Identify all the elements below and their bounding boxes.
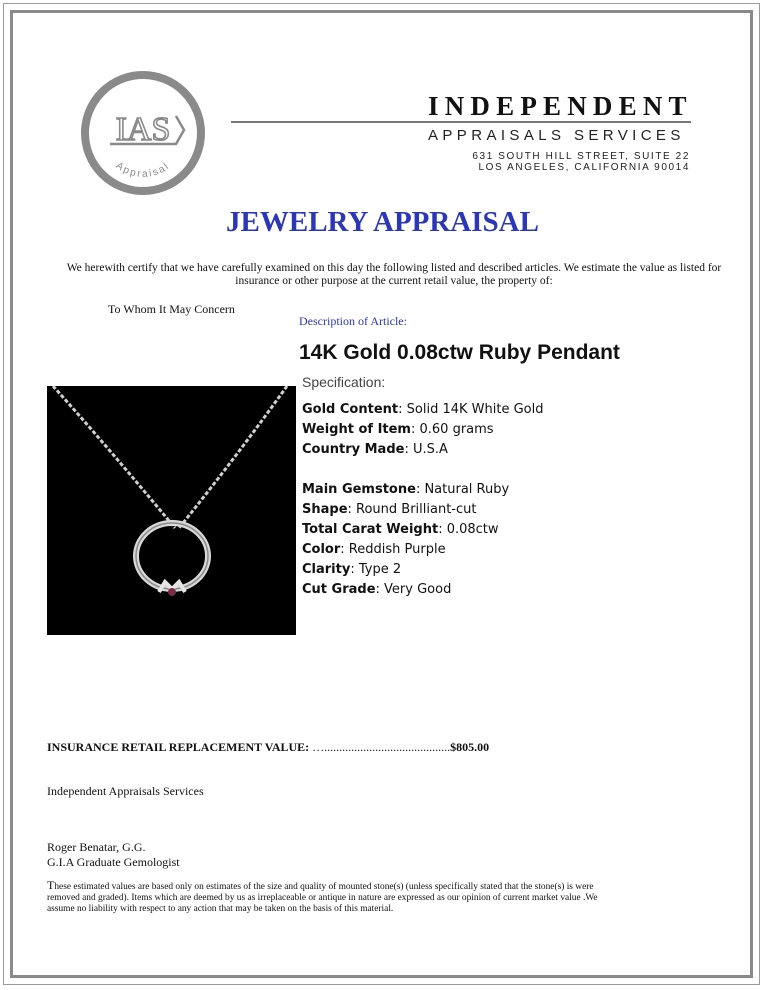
spec-value: Type 2: [358, 562, 402, 577]
spec-label: Main Gemstone: [302, 482, 416, 497]
address-line-1: 631 SOUTH HILL STREET, SUITE 22: [472, 151, 690, 162]
spec-label: Weight of Item: [302, 422, 411, 437]
spec-value: 0.08ctw: [446, 522, 499, 537]
item-title: 14K Gold 0.08ctw Ruby Pendant: [299, 341, 620, 364]
ruby-stone: [168, 588, 176, 596]
spec-label: Total Carat Weight: [302, 522, 439, 537]
insurance-value-label: INSURANCE RETAIL REPLACEMENT VALUE:: [47, 740, 310, 754]
spec-label: Clarity: [302, 562, 351, 577]
description-label: Description of Article:: [299, 314, 407, 328]
disclaimer-text: hese estimated values are based only on estimates of the size and quality of mounted stone(s) (unless specifically stated that the stone(s) is were removed and graded). Items which are deemed by us as irreplaceable or antique in nature are expressed as our opinion of current market value .We assume no liability with respect to any action that may be taken on the basis of this material.: [47, 882, 598, 914]
spec-label: Color: [302, 542, 341, 557]
signer-name: Roger Benatar, G.G.: [47, 840, 146, 854]
spec-spacer: [302, 460, 543, 480]
company-subtitle: APPRAISALS SERVICES: [428, 127, 685, 144]
recipient: To Whom It May Concern: [108, 302, 235, 316]
ias-logo: [80, 70, 206, 196]
signer-title: G.I.A Graduate Gemologist: [47, 855, 180, 869]
pendant-photo: [47, 386, 296, 635]
logo-monogram: IAS: [115, 111, 171, 148]
document-title: JEWELRY APPRAISAL: [226, 206, 539, 238]
spec-country: Country Made: U.S.A: [302, 442, 448, 457]
spec-value: Solid 14K White Gold: [406, 402, 544, 417]
spec-color: Color: Reddish Purple: [302, 542, 446, 557]
spec-cut-grade: Cut Grade: Very Good: [302, 582, 452, 597]
spec-value: Very Good: [384, 582, 452, 597]
insurance-value-amount: $805.00: [450, 740, 490, 754]
spec-value: Natural Ruby: [424, 482, 510, 497]
spec-gold-content: Gold Content: Solid 14K White Gold: [302, 402, 544, 417]
specification-list: [302, 400, 543, 600]
spec-label: Gold Content: [302, 402, 399, 417]
company-name: INDEPENDENT: [428, 91, 693, 121]
certification-statement: We herewith certify that we have carefully examined on this day the following listed and described articles. We estimate the value as listed for insurance or other purpose at the current retail value, the property of:: [66, 262, 722, 287]
value-leader-dots: …..........................................: [309, 740, 451, 754]
spec-weight: Weight of Item: 0.60 grams: [302, 422, 494, 437]
spec-value: 0.60 grams: [419, 422, 494, 437]
specification-label: Specification:: [302, 374, 386, 390]
logo-subtext: Appraisal: [113, 160, 173, 181]
insurance-value-line: [47, 740, 489, 755]
header-divider: [231, 121, 691, 123]
spec-value: U.S.A: [412, 442, 448, 457]
spec-label: Cut Grade: [302, 582, 376, 597]
spec-main-gemstone: Main Gemstone: Natural Ruby: [302, 482, 510, 497]
disclaimer-initial: T: [47, 878, 55, 892]
spec-clarity: Clarity: Type 2: [302, 562, 402, 577]
spec-label: Country Made: [302, 442, 405, 457]
spec-shape: Shape: Round Brilliant-cut: [302, 502, 477, 517]
spec-value: Reddish Purple: [348, 542, 446, 557]
spec-total-carat-weight: Total Carat Weight: 0.08ctw: [302, 522, 499, 537]
footer-company: Independent Appraisals Services: [47, 784, 204, 798]
spec-value: Round Brilliant-cut: [356, 502, 477, 517]
address-line-2: LOS ANGELES, CALIFORNIA 90014: [478, 162, 690, 173]
spec-label: Shape: [302, 502, 348, 517]
disclaimer: [47, 880, 627, 915]
